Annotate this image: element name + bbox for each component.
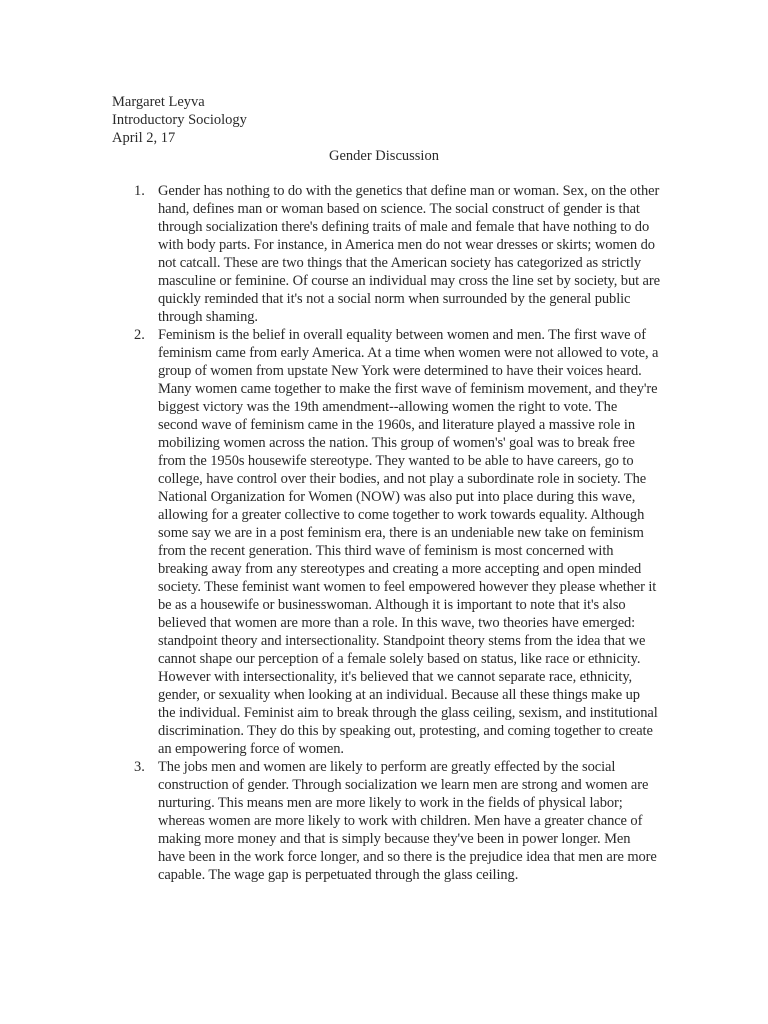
list-item-1 [112,182,660,326]
course-name: Introductory Sociology [112,112,247,128]
numbered-list [112,182,660,884]
list-item-text: Gender has nothing to do with the genetics that define man or woman. Sex, on the other hand, defines man or woman based on science. The social construct of gender is that through socialization there's defining traits of male and female that have nothing to do with body parts. For instance, in America men do not wear dresses or skirts; women do not catcall. These are two things that the American society has categorized as strictly masculine or feminine. Of course an individual may cross the line set by society, but are quickly reminded that it's not a social norm when surrounded by the general public through shaming. [158,183,660,325]
list-number: 3. [134,759,145,775]
list-number: 1. [134,183,145,199]
document-title-row [0,147,768,165]
list-item-2 [112,326,660,758]
list-item-text: Feminism is the belief in overall equality between women and men. The first wave of feminism came from early America. At a time when women were not allowed to vote, a group of women from upstate New York were determined to have their voices heard. Many women came together to make the first wave of feminism movement, and they're biggest victory was the 19th amendment--allowing women the right to vote. The second wave of feminism came in the 1960s, and literature played a massive role in mobilizing women across the nation. This group of women's' goal was to break free from the 1950s housewife stereotype. They wanted to be able to have careers, go to college, have control over their bodies, and not play a subordinate role in society. The National Organization for Women (NOW) was also put into place during this wave, allowing for a greater collective to come together to work towards equality. Although some say we are in a post feminism era, there is an undeniable new take on feminism from the recent generation. This third wave of feminism is most concerned with breaking away from any stereotypes and creating a more accepting and open minded society. These feminist want women to feel empowered however they please whether it be as a housewife or businesswoman. Although it is important to note that it's also believed that women are more than a role. In this wave, two theories have emerged: standpoint theory and intersectionality. Standpoint theory stems from the idea that we cannot shape our perception of a female solely based on status, like race or ethnicity. However with intersectionality, it's believed that we cannot separate race, ethnicity, gender, or sexuality when looking at an individual. Because all these things make up the individual. Feminist aim to break through the glass ceiling, sexism, and institutional discrimination. They do this by speaking out, protesting, and coming together to create an empowering force of women. [158,327,659,757]
document-header [112,93,247,147]
author-name: Margaret Leyva [112,94,205,110]
list-item-3 [112,758,660,884]
document-title: Gender Discussion [329,148,439,164]
list-item-text: The jobs men and women are likely to perform are greatly effected by the social construction of gender. Through socialization we learn men are strong and women are nurturing. This means men are more likely to work in the fields of physical labor; whereas women are more likely to work with children. Men have a greater chance of making more money and that is simply because they've been in power longer. Men have been in the work force longer, and so there is the prejudice idea that men are more capable. The wage gap is perpetuated through the glass ceiling. [158,759,657,883]
list-number: 2. [134,327,145,343]
document-date: April 2, 17 [112,130,176,146]
